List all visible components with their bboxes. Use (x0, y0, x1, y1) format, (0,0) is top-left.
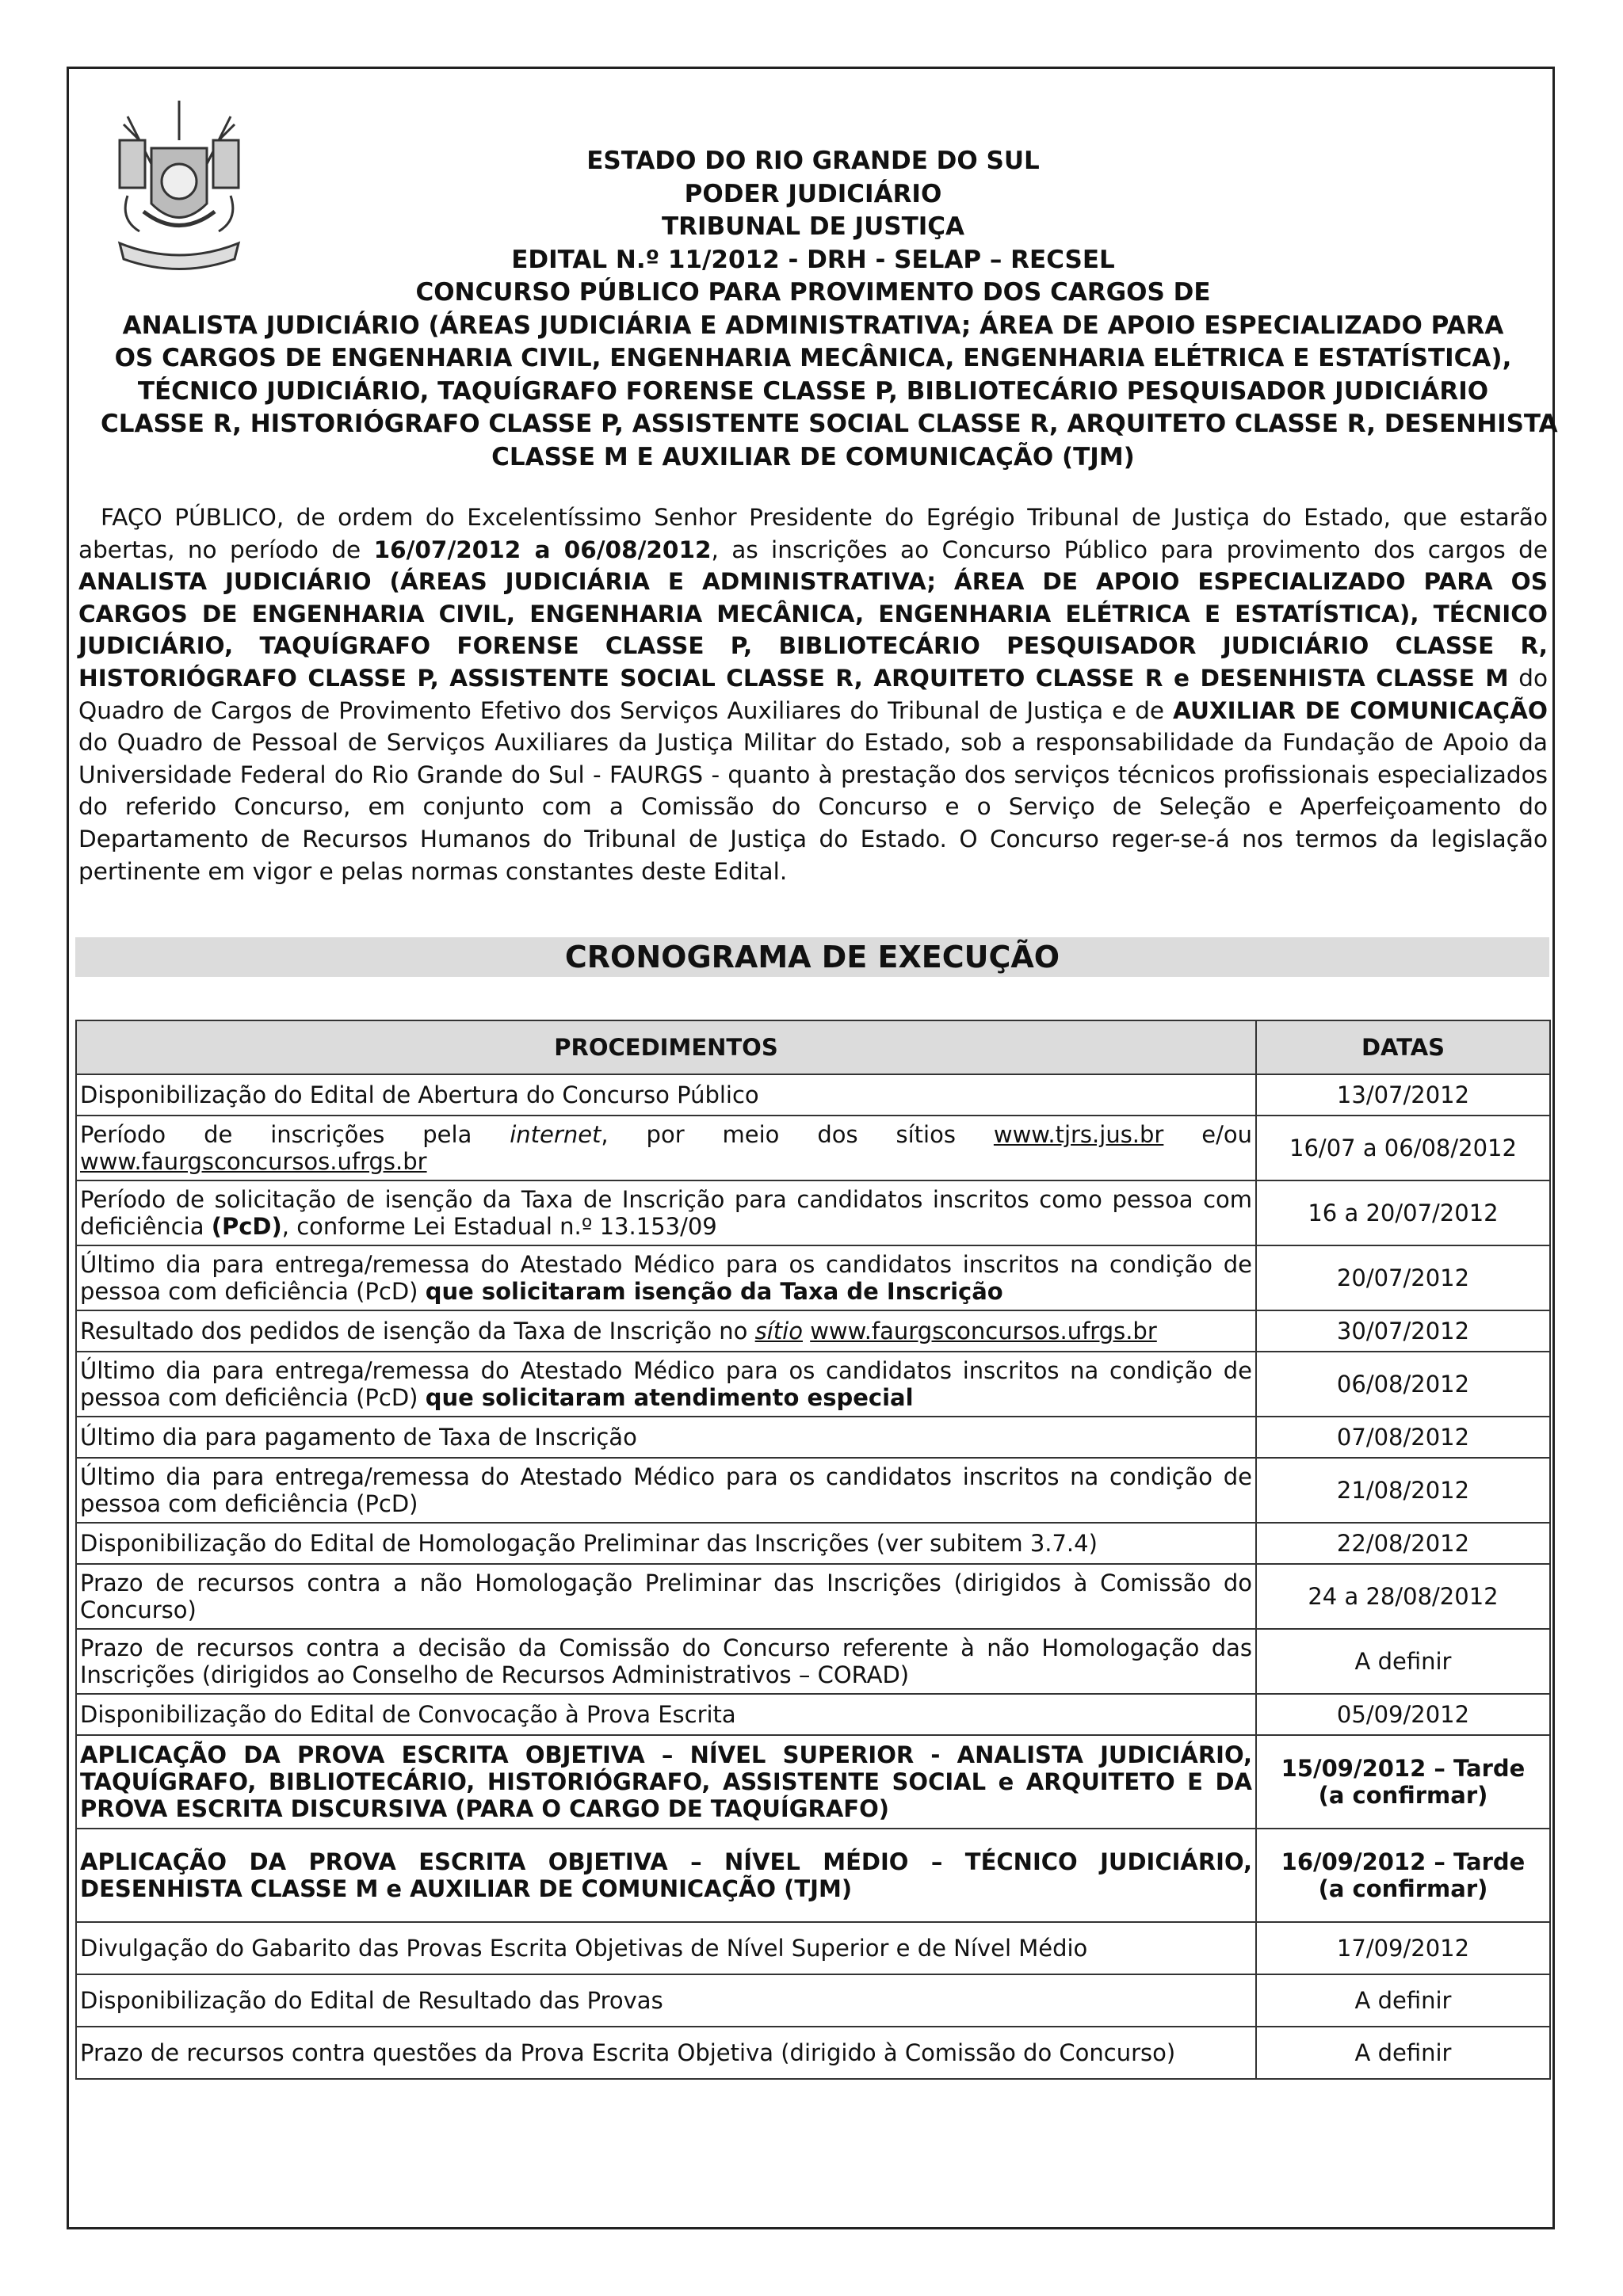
table-row (76, 1974, 1550, 2027)
table-row (76, 1629, 1550, 1694)
table-header-row (76, 1020, 1550, 1074)
intro-text: do Quadro de Pessoal de Serviços Auxiliares da Justiça Militar do Estado, sob a responsabilidade da Fundação de Apoio da Universidade Federal do Rio Grande do Sul - FAURGS - quanto à prestação dos serviços técnicos profissionais especializados do referido Concurso, em conjunto com a Comissão do Concurso e o Serviço de Seleção e Aperfeiçoamento do Departamento de Recursos Humanos do Tribunal de Justiça do Estado. O Concurso reger-se-á nos termos da legislação pertinente em vigor e pelas normas constantes deste Edital. (78, 729, 1548, 885)
row-date-note: (a confirmar) (1318, 1875, 1488, 1902)
row-text (803, 1318, 810, 1344)
intro-positions: ANALISTA JUDICIÁRIO (ÁREAS JUDICIÁRIA E ADMINISTRATIVA; ÁREA DE APOIO ESPECIALIZADO PARA OS CARGOS DE ENGENHARIA CIVIL, ENGENHARIA MECÂNICA, ENGENHARIA ELÉTRICA E ESTATÍSTICA), TÉCNICO JUDICIÁRIO, TAQUÍGRAFO FORENSE CLASSE P, BIBLIOTECÁRIO PESQUISADOR JUDICIÁRIO CLASSE R, HISTORIÓGRAFO CLASSE P, ASSISTENTE SOCIAL CLASSE R, ARQUITETO CLASSE R e DESENHISTA CLASSE M (78, 568, 1548, 692)
row-procedure: Último dia para pagamento de Taxa de Inscrição (76, 1417, 1256, 1458)
row-date: 06/08/2012 (1256, 1352, 1550, 1417)
row-date: 20/07/2012 (1256, 1245, 1550, 1310)
header-line: ANALISTA JUDICIÁRIO (ÁREAS JUDICIÁRIA E ADMINISTRATIVA; ÁREA DE APOIO ESPECIALIZADO PARA (122, 311, 1504, 340)
row-procedure: Prazo de recursos contra a não Homologação Preliminar das Inscrições (dirigidos à Comissão do Concurso) (76, 1564, 1256, 1629)
row-date: 05/09/2012 (1256, 1694, 1550, 1735)
row-date-note: (a confirmar) (1318, 1782, 1488, 1809)
table-row (76, 1523, 1550, 1564)
table-row (76, 1694, 1550, 1735)
link-faurgs[interactable]: www.faurgsconcursos.ufrgs.br (80, 1148, 427, 1175)
row-text-bold: (PcD) (211, 1213, 282, 1240)
row-procedure: APLICAÇÃO DA PROVA ESCRITA OBJETIVA – NÍVEL SUPERIOR - ANALISTA JUDICIÁRIO, TAQUÍGRAFO, BIBLIOTECÁRIO, HISTORIÓGRAFO, ASSISTENTE SOCIAL e ARQUITETO E DA PROVA ESCRITA DISCURSIVA (PARA O CARGO DE TAQUÍGRAFO) (76, 1735, 1256, 1829)
row-procedure: Disponibilização do Edital de Convocação à Prova Escrita (76, 1694, 1256, 1735)
link-faurgs[interactable]: www.faurgsconcursos.ufrgs.br (810, 1318, 1157, 1344)
col-header-procedimentos: PROCEDIMENTOS (76, 1020, 1256, 1074)
row-procedure: Prazo de recursos contra a decisão da Comissão do Concurso referente à não Homologação das Inscrições (dirigidos ao Conselho de Recursos Administrativos – CORAD) (76, 1629, 1256, 1694)
row-procedure: Divulgação do Gabarito das Provas Escrita Objetivas de Nível Superior e de Nível Médio (76, 1922, 1256, 1974)
row-text: Período de inscrições pela (80, 1121, 510, 1148)
table-row (76, 1116, 1550, 1180)
row-date: 21/08/2012 (1256, 1458, 1550, 1523)
document-frame (67, 67, 1558, 2229)
row-text-italic: sítio (754, 1318, 803, 1344)
row-text: Período de solicitação de isenção da Taxa de Inscrição para candidatos inscritos como pessoa com deficiência (80, 1186, 1252, 1240)
row-date: A definir (1256, 1629, 1550, 1694)
row-text: Resultado dos pedidos de isenção da Taxa de Inscrição no (80, 1318, 755, 1344)
row-text: , conforme Lei Estadual n.º 13.153/09 (281, 1213, 717, 1240)
row-procedure (76, 1245, 1256, 1310)
header-line: CLASSE R, HISTORIÓGRAFO CLASSE P, ASSISTENTE SOCIAL CLASSE R, ARQUITETO CLASSE R, DESENHISTA (101, 410, 1558, 438)
row-date: 17/09/2012 (1256, 1922, 1550, 1974)
row-date: A definir (1256, 1974, 1550, 2027)
intro-auxiliar: AUXILIAR DE COMUNICAÇÃO (1173, 696, 1548, 724)
schedule-table (75, 1020, 1551, 2080)
row-procedure: Disponibilização do Edital de Resultado das Provas (76, 1974, 1256, 2027)
table-row (76, 1922, 1550, 1974)
row-text-italic: internet (510, 1121, 601, 1148)
row-procedure: Último dia para entrega/remessa do Atestado Médico para os candidatos inscritos na condição de pessoa com deficiência (PcD) (76, 1458, 1256, 1523)
row-date: 16/07 a 06/08/2012 (1256, 1116, 1550, 1180)
table-row (76, 1564, 1550, 1629)
row-date-line: 15/09/2012 – Tarde (1281, 1755, 1526, 1782)
row-text-bold: que solicitaram atendimento especial (425, 1384, 914, 1411)
table-row (76, 1074, 1550, 1116)
header-line: CONCURSO PÚBLICO PARA PROVIMENTO DOS CARGOS DE (415, 278, 1211, 307)
row-date: 13/07/2012 (1256, 1074, 1550, 1116)
table-row (76, 1735, 1550, 1829)
row-procedure (76, 1180, 1256, 1245)
intro-paragraph (78, 502, 1548, 887)
row-procedure: APLICAÇÃO DA PROVA ESCRITA OBJETIVA – NÍVEL MÉDIO – TÉCNICO JUDICIÁRIO, DESENHISTA CLASSE M e AUXILIAR DE COMUNICAÇÃO (TJM) (76, 1829, 1256, 1922)
header-line: TRIBUNAL DE JUSTIÇA (662, 212, 964, 241)
row-date: 24 a 28/08/2012 (1256, 1564, 1550, 1629)
table-row (76, 1180, 1550, 1245)
intro-text: , as inscrições ao Concurso Público para provimento dos cargos de (711, 536, 1548, 563)
header-line: OS CARGOS DE ENGENHARIA CIVIL, ENGENHARIA MECÂNICA, ENGENHARIA ELÉTRICA E ESTATÍSTICA), (114, 344, 1512, 372)
col-header-datas: DATAS (1256, 1020, 1550, 1074)
row-date: 16 a 20/07/2012 (1256, 1180, 1550, 1245)
row-date-line: 16/09/2012 – Tarde (1281, 1848, 1526, 1875)
header-line: CLASSE M E AUXILIAR DE COMUNICAÇÃO (TJM) (491, 442, 1135, 471)
intro-period: 16/07/2012 a 06/08/2012 (373, 536, 712, 563)
row-date (1256, 1829, 1550, 1922)
row-date: 07/08/2012 (1256, 1417, 1550, 1458)
row-date: 22/08/2012 (1256, 1523, 1550, 1564)
table-row (76, 1829, 1550, 1922)
header-line: ESTADO DO RIO GRANDE DO SUL (586, 147, 1040, 175)
link-tjrs[interactable]: www.tjrs.jus.br (993, 1121, 1164, 1148)
header-line: EDITAL N.º 11/2012 - DRH - SELAP – RECSEL (511, 245, 1115, 274)
row-procedure: Disponibilização do Edital de Homologação Preliminar das Inscrições (ver subitem 3.7.4) (76, 1523, 1256, 1564)
row-procedure: Prazo de recursos contra questões da Prova Escrita Objetiva (dirigido à Comissão do Concurso) (76, 2027, 1256, 2079)
header-line: TÉCNICO JUDICIÁRIO, TAQUÍGRAFO FORENSE CLASSE P, BIBLIOTECÁRIO PESQUISADOR JUDICIÁRIO (137, 376, 1489, 406)
table-row (76, 1417, 1550, 1458)
table-row (76, 2027, 1550, 2079)
document-header (101, 145, 1558, 474)
row-text: Último dia para entrega/remessa do Atestado Médico para os candidatos inscritos na condição de pessoa com deficiência (PcD) (80, 1251, 1252, 1305)
table-row (76, 1310, 1550, 1352)
header-line: PODER JUDICIÁRIO (684, 179, 942, 208)
row-date: A definir (1256, 2027, 1550, 2079)
cronograma-title: CRONOGRAMA DE EXECUÇÃO (75, 937, 1549, 977)
row-procedure (76, 1116, 1256, 1180)
table-row (76, 1458, 1550, 1523)
row-procedure (76, 1310, 1256, 1352)
row-date (1256, 1735, 1550, 1829)
row-text: Último dia para entrega/remessa do Atestado Médico para os candidatos inscritos na condição de pessoa com deficiência (PcD) (80, 1357, 1252, 1411)
intro-text: do Quadro de Cargos de Provimento Efetivo dos Serviços Auxiliares do Tribunal de Justiça e de (78, 664, 1548, 724)
intro-text: FAÇO PÚBLICO, de ordem do Excelentíssimo Senhor Presidente do Egrégio Tribunal de Justiça do Estado, que estarão abertas, no período de (78, 504, 1548, 563)
row-date: 30/07/2012 (1256, 1310, 1550, 1352)
table-row (76, 1245, 1550, 1310)
row-procedure (76, 1352, 1256, 1417)
row-procedure: Disponibilização do Edital de Abertura do Concurso Público (76, 1074, 1256, 1116)
row-text: e/ou (1163, 1121, 1253, 1148)
row-text-bold: que solicitaram isenção da Taxa de Inscrição (425, 1278, 1003, 1305)
table-row (76, 1352, 1550, 1417)
row-text: , por meio dos sítios (601, 1121, 994, 1148)
